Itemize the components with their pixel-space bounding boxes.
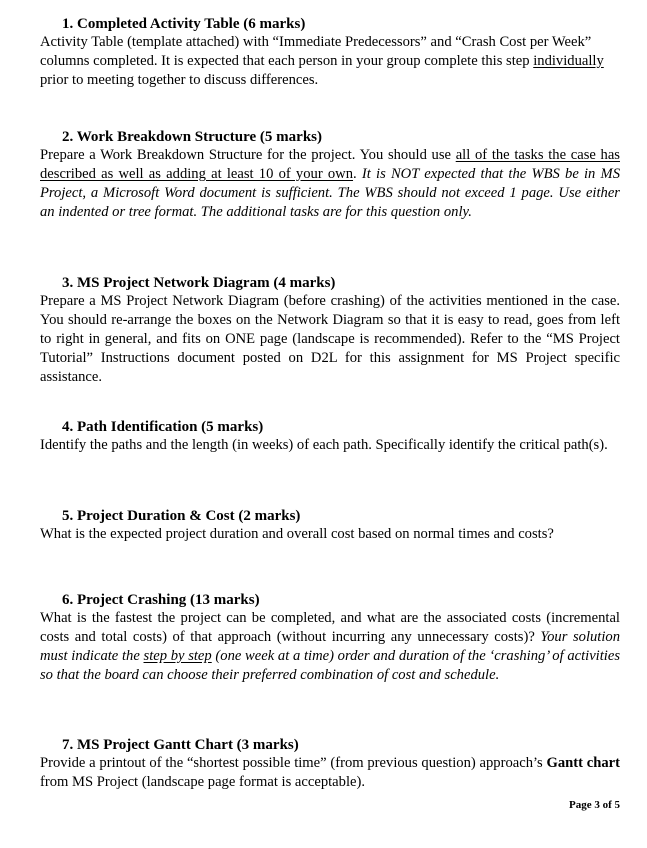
section-heading: 5. Project Duration & Cost (2 marks) [62,508,301,524]
section-heading: 2. Work Breakdown Structure (5 marks) [62,129,323,145]
section-body: Activity Table (template attached) with “Immediate Predecessors” and “Crash Cost per Week” columns completed. It is expected that each person in your group complete this step individually prior to meeting together to discuss differences. [40,34,604,88]
section-1 [40,15,620,90]
section-6 [40,591,620,685]
section-body: Prepare a MS Project Network Diagram (before crashing) of the activities mentioned in the case. You should re-arrange the boxes on the Network Diagram so that it is easy to read, goes from left to right in general, and fits on ONE page (landscape is recommended). Refer to the “MS Project Tutorial” Instructions document posted on D2L for this assignment for MS Project specific assistance. [40,293,620,385]
section-body: What is the fastest the project can be completed, and what are the associated costs (incremental costs and total costs) of that approach (without incurring any unnecessary costs)? Your solution must indicate the step by step (one week at a time) order and duration of the ‘crashing’ of activities so that the board can choose their preferred combination of cost and schedule. [40,610,621,683]
section-body: Provide a printout of the “shortest possible time” (from previous question) approach’s Gantt chart from MS Project (landscape page format is acceptable). [40,755,620,790]
section-body: Prepare a Work Breakdown Structure for the project. You should use all of the tasks the case has described as well as adding at least 10 of your own. It is NOT expected that the WBS be in MS Project, a Microsoft Word document is sufficient. The WBS should not exceed 1 page. Use either an indented or tree format. The additional tasks are for this question only. [40,147,621,220]
section-7 [40,736,620,792]
section-heading: 6. Project Crashing (13 marks) [62,592,260,608]
section-body: What is the expected project duration and overall cost based on normal times and costs? [40,526,554,542]
section-heading: 7. MS Project Gantt Chart (3 marks) [62,737,299,753]
section-3 [40,274,620,387]
section-heading: 3. MS Project Network Diagram (4 marks) [62,275,336,291]
page-number: Page 3 of 5 [568,799,620,811]
section-2 [40,128,620,222]
section-heading: 4. Path Identification (5 marks) [62,419,264,435]
section-5 [40,507,620,544]
section-heading: 1. Completed Activity Table (6 marks) [62,16,306,32]
section-4 [40,418,620,455]
section-body: Identify the paths and the length (in weeks) of each path. Specifically identify the critical path(s). [40,437,608,453]
